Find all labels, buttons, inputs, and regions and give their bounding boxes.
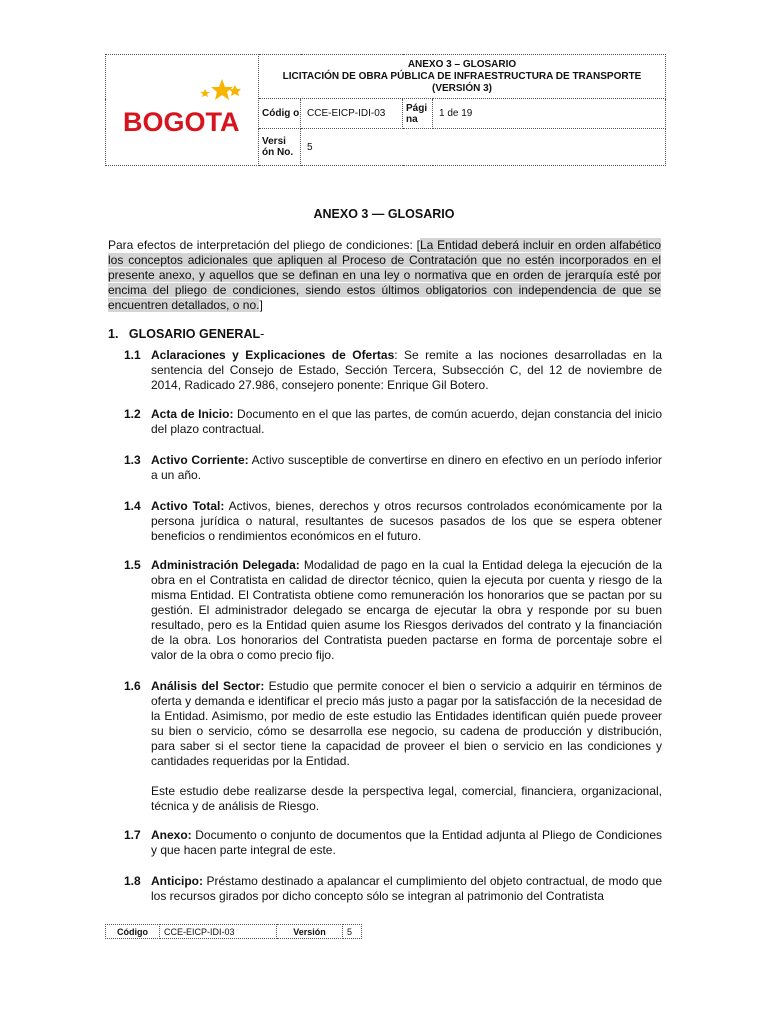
section-number: 1. [108, 327, 119, 341]
version-label: Versi ón No. [259, 129, 301, 166]
intro-bracket: ] [259, 298, 263, 312]
footer-version-value: 5 [343, 925, 362, 939]
logo-cell [106, 55, 259, 166]
star-icon [229, 85, 241, 96]
glossary-item [124, 828, 662, 858]
title-line-3: (VERSIÓN 3) [431, 82, 492, 94]
glossary-item [124, 407, 662, 437]
glossary-item [124, 348, 662, 393]
section-suffix: - [260, 327, 265, 341]
item-definition: Activo susceptible de convertirse en dinero en efectivo en un período inferior a un año. [151, 453, 662, 482]
item-paragraph: Este estudio debe realizarse desde la perspectiva legal, comercial, financiera, organizacional, técnica y de análisis de Riesgo. [151, 784, 662, 813]
item-number: 1.8 [124, 874, 141, 888]
glossary-item [124, 453, 662, 483]
footer-version-label: Versión [277, 925, 343, 939]
pagina-label: Pági na [403, 99, 433, 129]
item-term: Aclaraciones y Explicaciones de Ofertas [151, 348, 395, 362]
logo-text: BOGOTA [123, 106, 240, 137]
item-term: Activo Corriente: [151, 453, 249, 467]
item-definition: Activos, bienes, derechos y otros recursos controlados económicamente por la persona jurídica o natural, resultantes de sucesos pasados de los que se espera obtener beneficios o rendimientos económicos en el futuro. [151, 499, 663, 543]
intro-text: Para efectos de interpretación del pliego de condiciones: [ [108, 238, 420, 252]
item-number: 1.6 [124, 679, 141, 693]
item-term: Activo Total: [151, 499, 225, 513]
pagina-value: 1 de 19 [433, 99, 666, 129]
document-header-table [105, 54, 666, 166]
intro-paragraph [108, 238, 661, 313]
item-term: Análisis del Sector: [151, 679, 265, 693]
codigo-value: CCE-EICP-IDI-03 [301, 99, 403, 129]
item-definition: Modalidad de pago en la cual la Entidad delega la ejecución de la obra en el Contratista en calidad de director técnico, quien la ejecuta por cuenta y riesgo de la misma Entidad. El Contratista obtiene como remuneración los honorarios que se pactan por su gestión. El administrador delegado se encarga de ejecutar la obra y responde por su buen resultado, pero es la Entidad quien asume los Riesgos derivados del contrato y la financiación de la obra. Los honorarios del Contratista pueden pactarse en forma de porcentaje sobre el valor de la obra o como precio fijo. [151, 558, 662, 662]
glossary-item [124, 558, 662, 663]
footer-codigo-value: CCE-EICP-IDI-03 [160, 925, 277, 939]
item-definition: Préstamo destinado a apalancar el cumplimiento del objeto contractual, de modo que los recursos girados por dicho concepto sólo se integran al patrimonio del Contratista [151, 874, 662, 903]
item-term: Acta de Inicio: [151, 407, 234, 421]
item-definition: Documento en el que las partes, de común acuerdo, dejan constancia del inicio del plazo contractual. [151, 407, 662, 436]
footer-codigo-label: Código [106, 925, 160, 939]
item-definition: Documento o conjunto de documentos que la Entidad adjunta al Pliego de Condiciones y que hacen parte integral de este. [151, 828, 662, 857]
item-number: 1.7 [124, 828, 141, 842]
glossary-item [124, 874, 662, 904]
page-title: ANEXO 3 — GLOSARIO [313, 207, 455, 221]
item-number: 1.1 [124, 348, 141, 362]
glossary-item [124, 499, 662, 544]
title-line-2: LICITACIÓN DE OBRA PÚBLICA DE INFRAESTRUCTURA DE TRANSPORTE [282, 70, 642, 82]
section-title: GLOSARIO GENERAL [128, 327, 261, 341]
item-number: 1.3 [124, 453, 141, 467]
item-term: Anticipo: [151, 874, 203, 888]
item-term: Administración Delegada: [151, 558, 300, 572]
document-title [259, 55, 666, 99]
glossary-item [124, 679, 662, 769]
title-line-1: ANEXO 3 – GLOSARIO [407, 58, 517, 70]
intro-highlighted-text: La Entidad deberá incluir en orden alfabético los conceptos adicionales que apliquen al Proceso de Contratación que no estén incorporados en el presente anexo, y aquellos que se definan en una ley o normativa que en orden de jerarquía esté por encima del pliego de condiciones, siendo estos últimos obligatorios con independencia de que se encuentren detallados, o no. [108, 238, 661, 312]
item-definition: Estudio que permite conocer el bien o servicio a adquirir en términos de oferta y demanda e identificar el precio más justo a pagar por la satisfacción de la necesidad de la Entidad. Asimismo, por medio de este estudio las Entidades identifican quién puede proveer su bien o servicio, cómo se desarrolla ese negocio, su cadena de producción y distribución, para saber si el sector tiene la capacidad de proveer el bien o servicio en las condiciones y cantidades requeridas por la Entidad. [151, 679, 663, 768]
section-heading [108, 327, 264, 341]
version-value: 5 [301, 129, 666, 166]
document-footer-table [105, 924, 362, 939]
codigo-label: Códig o [259, 99, 301, 129]
item-number: 1.4 [124, 499, 141, 513]
item-definition: : Se remite a las nociones desarrolladas en la sentencia del Consejo de Estado, Sección Tercera, Subsección C, del 12 de noviembre de 2014, Radicado 27.986, consejero ponente: Enrique Gil Botero. [151, 348, 662, 392]
item-number: 1.2 [124, 407, 141, 421]
star-icon [200, 89, 210, 97]
item-number: 1.5 [124, 558, 141, 572]
bogota-logo [117, 69, 247, 149]
item-term: Anexo: [151, 828, 192, 842]
